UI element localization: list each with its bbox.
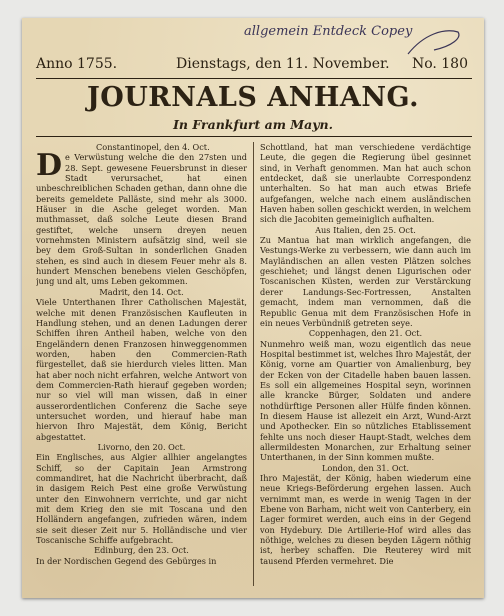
article-paragraph: Schottland, hat man verschiedene verdächtige Leute, die gegen die Regierung übel gesinnet sind, in Verhaft genommen. Man hat auch schon entdecket, daß sie unerlaubte Correspondenz unterhalten. So hat man auch etwas Briefe aufgefangen, welche nach einem ausländischen Haven haben sollen geschickt werden, in welchem sich die Jacobiten gemeiniglich aufhalten. — [260, 142, 471, 225]
issue-date: Dienstags, den 11. November. — [176, 56, 390, 72]
dateline: Aus Italien, den 25. Oct. — [315, 224, 416, 235]
dateline: Coppenhagen, den 21. Oct. — [308, 328, 423, 339]
article-paragraph: In der Nordischen Gegend des Gebürges in — [36, 555, 217, 566]
article-paragraph: Nunmehro weiß man, wozu eigentlich das neue Hospital bestimmet ist, welches Ihro Majestät, der König, vorne am Quartier von Amalienburg, bey der Ecken von der Citadelle haben bauen lassen. Es soll ein allgemeines Hospital seyn, worinnen alle krancke Bürger, Soldaten und andere nothdürftige Personen aller Hülfe finden können. In diesem Hause ist allezeit ein Arzt, Wund-Arzt und Apothecker. Ein so nützliches Etablissement fehlte uns noch dieser Haupt-Stadt, welches dem allermildesten Monarchen, zur Erhaltung seiner Unterthanen, in der Sinn kommen mußte. — [260, 338, 471, 463]
newspaper-page — [22, 18, 484, 598]
column-divider — [253, 142, 254, 586]
dateline: London, den 31. Oct. — [321, 462, 410, 473]
header-rule — [36, 78, 472, 79]
dateline: Livorno, den 20. Oct. — [97, 441, 186, 452]
handwritten-note: allgemein Entdeck Copey — [244, 24, 480, 64]
article-paragraph: De Verwüstung welche die den 27sten und 28. Sept. gewesene Feuersbrunst in dieser Stadt verursachet, hat einen unbeschreiblichen Schaden gethan, dann ohne die bereits gemeldete Palläste, sind mehr als 3000. Häuser in die Asche geleget worden. Man muthmasset, daß solche Leute diesen Brand gestiftet, welche unsern dreyen neuen vornehmsten Ministern aufsätzig sind, weil sie bey dem Groß-Sultan in sonderlichen Gnaden stehen, es sind auch in diesem Feuer mehr als 8. hundert Menschen benebens vielen Geschöpfen, jung und alt, ums Leben gekommen. — [36, 148, 247, 287]
article-paragraph: Viele Unterthanen Ihrer Catholischen Majestät, welche mit denen Französischen Kaufleuten in Handlung stehen, und an denen Ladungen derer Schiffen ihren Antheil haben, welche von den Engeländern denen Franzosen hinweggenommen worden, haben den Commercien-Rath fürgestellet, daß sie hierdurch vieles litten. Man hat aber noch nicht erfahren, welche Antwort von dem Commercien-Rath hierauf gegeben worden; nur so viel will man wissen, daß in einer ausserordentlichen Conferenz die Sache seye untersuchet worden, und hierauf habe man hiervon Ihro Majestät, dem König, Bericht abgestattet. — [36, 297, 247, 442]
dateline: Constantinopel, den 4. Oct. — [96, 142, 210, 152]
dateline: Madrit, den 14. Oct. — [99, 286, 184, 297]
newspaper-subtitle: In Frankfurt am Mayn. — [173, 117, 333, 132]
masthead-line — [36, 56, 472, 78]
article-paragraph: Zu Mantua hat man wirklich angefangen, die Vestungs-Werke zu verbessern, wie dann auch im Mayländischen an allen vesten Plätzen solches geschiehet; und längst denen Ligurischen oder Toscanischen Küsten, werden zur Verstärckung derer Landungs-Sec-Fortressen, Anstalten gemacht, indem man vernommen, daß die Republic Genua mit dem Französischen Hofe in ein neues Verbündniß getreten seye. — [260, 235, 471, 328]
drop-cap: D — [36, 148, 63, 184]
issue-year: Anno 1755. — [36, 56, 118, 72]
right-column — [260, 142, 471, 590]
dateline: Edinburg, den 23. Oct. — [94, 545, 189, 556]
left-column — [36, 142, 247, 590]
issue-number: No. 180 — [411, 56, 468, 72]
title-rule — [36, 136, 472, 137]
article-paragraph: Ihro Majestät, der König, haben wiederum eine neue Kriegs-Beförderung ergehen lassen. Auch vernimmt man, es werde in wenig Tagen in der Ebene von Barham, nicht weit von Canterbery, ein Lager formiret werden, auch eins in der Gegend von Hydebury. Die Artillerie-Hof wird alles das nöthige, welches zu diesen beyden Lägern nöthig ist, herbey schaffen. Die Reuterey wird mit tausend Pferden vermehret. Die — [260, 473, 471, 566]
article-paragraph: Ein Englisches, aus Algier allhier angelangtes Schiff, so der Capitain Jean Armstrong commandiret, hat die Nachricht überbracht, daß in dasigem Reich Pest eine große Verwüstung unter den Einwohnern verrichte, und gar nicht mit dem Krieg den sie mit Toscana und den Holländern angefangen, zufrieden wären, indem sie seit dieser Zeit nur 5. Holländische und vier Toscanische Schiffe aufgebracht. — [36, 452, 247, 546]
newspaper-title: JOURNALS ANHANG. — [86, 82, 420, 113]
